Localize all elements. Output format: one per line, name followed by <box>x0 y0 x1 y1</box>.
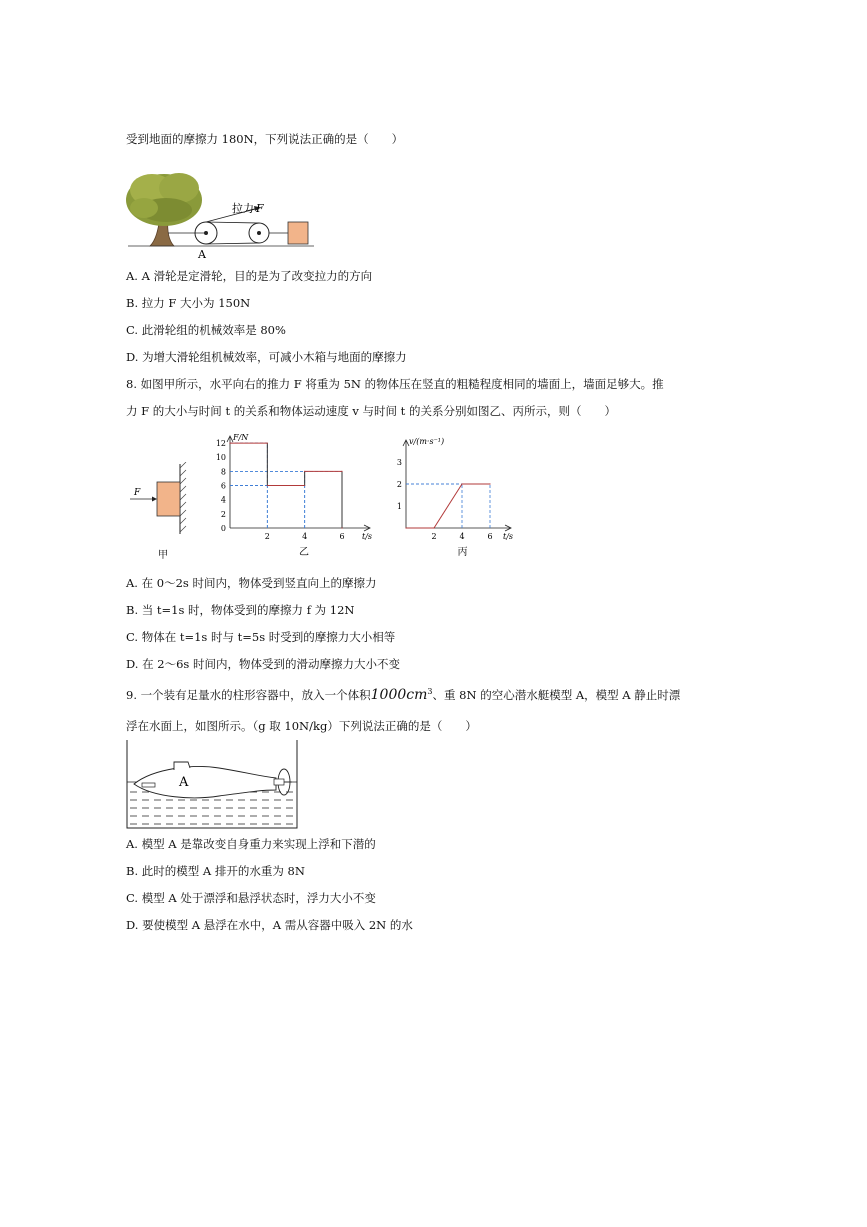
model-label: A <box>179 775 189 790</box>
q7-stem-tail: 受到地面的摩擦力 180N，下列说法正确的是（ ） <box>126 132 404 146</box>
q7-option-c: C. 此滑轮组的机械效率是 80% <box>126 323 286 337</box>
q9-stem-part-a: 9. 一个装有足量水的柱形容器中，放入一个体积 <box>126 688 371 702</box>
y-tick-label: 0 <box>220 524 226 533</box>
x-tick-label: 2 <box>264 532 270 541</box>
x-tick-label: 4 <box>459 532 465 541</box>
data-point <box>489 483 490 484</box>
chart-caption: 乙 <box>299 547 309 558</box>
y-axis-label: F/N <box>233 433 249 442</box>
data-point <box>304 485 305 486</box>
data-segment <box>434 484 462 528</box>
x-tick-label: 6 <box>339 532 345 541</box>
q9-stem-line1: 9. 一个装有足量水的柱形容器中，放入一个体积$1000cm^3$、重 8N 的空心潜水艇模型 A，模型 A 静止时漂 <box>126 687 681 703</box>
q8-option-a: A. 在 0～2s 时间内，物体受到竖直向上的摩擦力 <box>126 576 377 590</box>
q8-option-b: B. 当 t=1s 时，物体受到的摩擦力 f 为 12N <box>126 603 355 617</box>
push-force-var: F <box>134 488 141 498</box>
q7-option-a: A. A 滑轮是定滑轮，目的是为了改变拉力的方向 <box>126 269 373 283</box>
q9-submarine-figure <box>124 738 304 832</box>
q9-stem-line2: 浮在水面上，如图所示。（g 取 10N/kg）下列说法正确的是（ ） <box>126 719 477 733</box>
chart-bing <box>386 430 516 562</box>
chart-caption: 丙 <box>457 547 468 558</box>
data-point <box>341 471 342 472</box>
caption-jia: 甲 <box>158 550 168 561</box>
submarine-icon <box>134 767 276 798</box>
x-tick-label: 2 <box>431 532 437 541</box>
q9-stem-part-b: 、重 8N 的空心潜水艇模型 A，模型 A 静止时漂 <box>432 688 681 702</box>
data-point <box>341 527 342 528</box>
data-point <box>229 442 230 443</box>
y-tick-label: 4 <box>220 495 226 505</box>
pull-force-var: F <box>256 202 264 215</box>
data-point <box>267 442 268 443</box>
data-point <box>405 527 406 528</box>
q7-pulley-figure <box>124 160 320 260</box>
q8-stem-line1: 8. 如图甲所示，水平向右的推力 F 将重为 5N 的物体压在竖直的粗糙程度相同的墙面上，墙面足够大。推 <box>126 377 664 391</box>
q8-option-d: D. 在 2～6s 时间内，物体受到的滑动摩擦力大小不变 <box>126 657 400 671</box>
q8-fig-jia <box>126 462 190 562</box>
data-point <box>433 527 434 528</box>
tree-icon <box>126 173 202 246</box>
q9-volume-unit: cm <box>406 687 428 703</box>
object-block-icon <box>157 482 180 516</box>
y-tick-label: 10 <box>215 453 226 463</box>
q9-option-d: D. 要使模型 A 悬浮在水中，A 需从容器中吸入 2N 的水 <box>126 918 413 932</box>
data-point <box>461 483 462 484</box>
y-tick-label: 6 <box>220 481 226 491</box>
x-axis-label: t/s <box>362 532 373 541</box>
y-tick-label: 8 <box>220 467 226 477</box>
wooden-box-icon <box>288 222 308 244</box>
q8-stem-line2: 力 F 的大小与时间 t 的关系和物体运动速度 v 与时间 t 的关系分别如图乙、丙所示，则（ ） <box>126 404 616 418</box>
data-point <box>267 485 268 486</box>
q9-option-c: C. 模型 A 处于漂浮和悬浮状态时，浮力大小不变 <box>126 891 376 905</box>
y-tick-label: 12 <box>215 439 226 449</box>
pulley-a-label: A <box>198 248 206 260</box>
q7-option-d: D. 为增大滑轮组机械效率，可减小木箱与地面的摩擦力 <box>126 350 407 364</box>
q9-option-a: A. 模型 A 是靠改变自身重力来实现上浮和下潜的 <box>126 837 376 851</box>
q8-option-c: C. 物体在 t=1s 时与 t=5s 时受到的摩擦力大小相等 <box>126 630 396 644</box>
q9-option-b: B. 此时的模型 A 排开的水重为 8N <box>126 864 305 878</box>
y-tick-label: 2 <box>220 509 226 519</box>
y-axis-label: v/(m·s⁻¹) <box>409 437 445 446</box>
pull-label: 拉力 <box>232 202 254 215</box>
q9-volume: 1000 <box>370 687 407 703</box>
y-tick-label: 3 <box>396 458 402 467</box>
x-tick-label: 4 <box>302 532 308 541</box>
x-tick-label: 6 <box>487 532 493 541</box>
q7-option-b: B. 拉力 F 大小为 150N <box>126 296 251 310</box>
data-point <box>304 471 305 472</box>
y-tick-label: 1 <box>396 502 402 511</box>
y-tick-label: 2 <box>396 480 402 489</box>
x-axis-label: t/s <box>503 532 514 541</box>
push-arrow-icon <box>152 497 157 502</box>
chart-yi <box>210 430 380 562</box>
